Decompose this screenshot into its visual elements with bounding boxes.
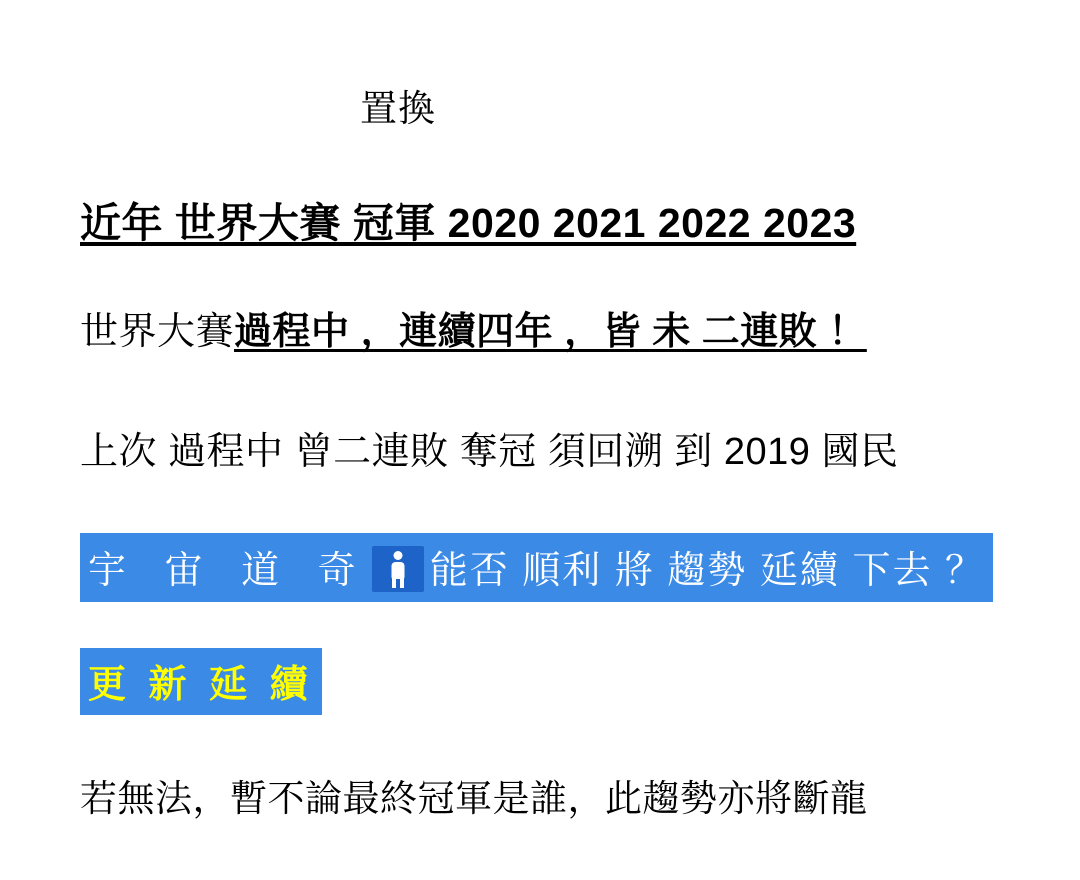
streak-line-emphasis: 過程中 ，連續四年 ，皆 未 二連敗 ！ — [234, 311, 867, 353]
highlight-teams-text: 宇 宙 道 奇 — [88, 550, 370, 592]
title-note: 置換 — [360, 88, 436, 129]
last-time-line: 上次 過程中 曾二連敗 奪冠 須回溯 到 2019 國民 — [80, 431, 899, 473]
streak-line-prefix: 世界大賽 — [80, 311, 235, 353]
person-icon — [372, 546, 424, 592]
closing-line: 若無法，暫不論最終冠軍是誰，此趨勢亦將斷龍 — [80, 778, 868, 819]
champions-line: 近年 世界大賽 冠軍 2020 2021 2022 2023 — [80, 200, 857, 246]
update-tag: 更 新 延 續 — [80, 648, 322, 715]
highlight-question-text: 能否 順利 將 趨勢 延續 下去 ？ — [429, 550, 986, 592]
streak-line — [80, 300, 867, 355]
highlight-question-line — [80, 533, 993, 602]
